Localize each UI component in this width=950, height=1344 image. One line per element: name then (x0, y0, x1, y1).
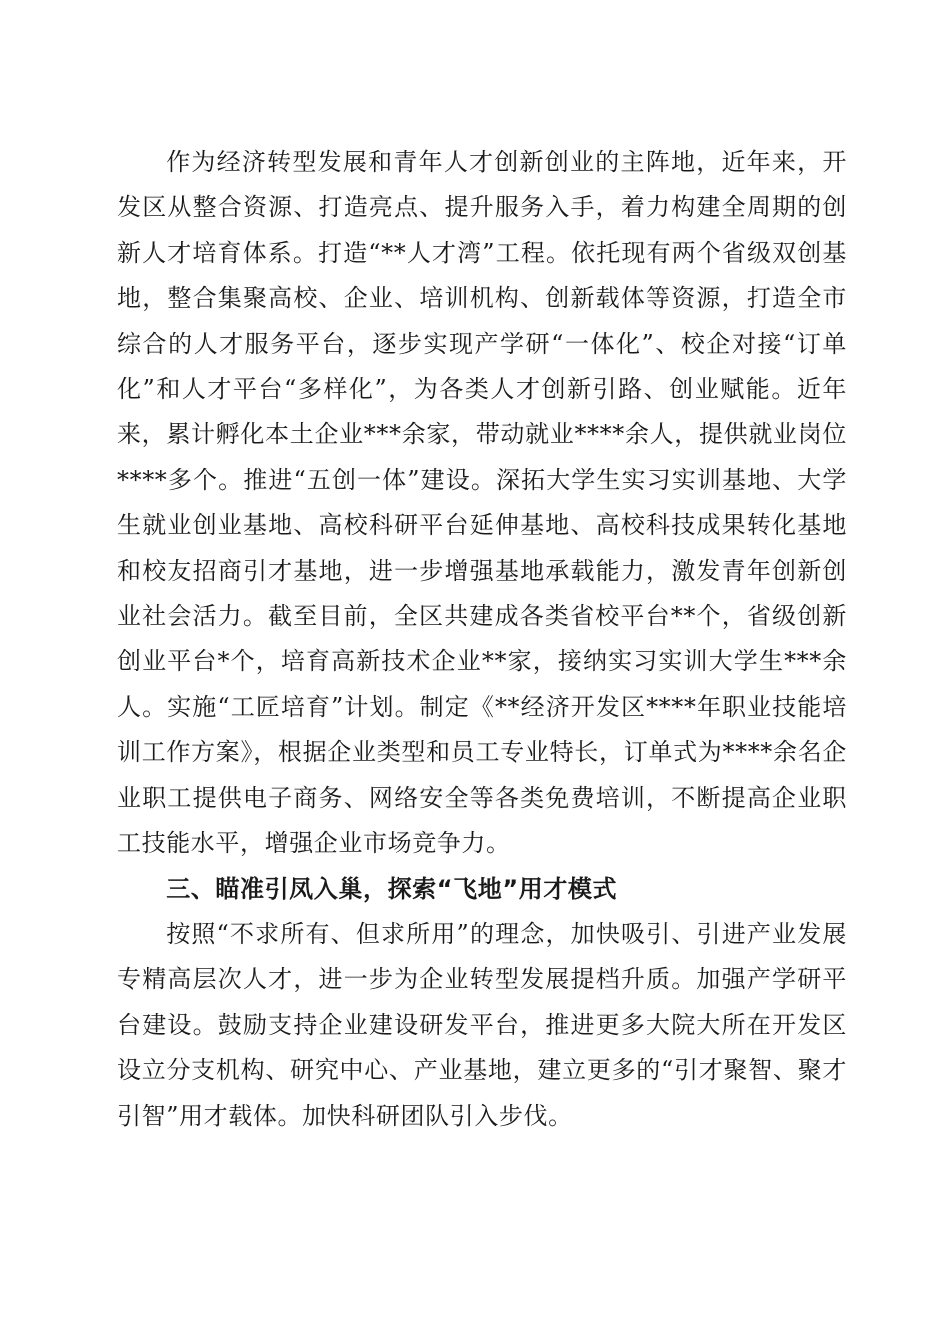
body-paragraph-talent-cultivation: 作为经济转型发展和青年人才创新创业的主阵地，近年来，开发区从整合资源、打造亮点、提升服务入手，着力构建全周期的创新人才培育体系。打造“**人才湾”工程。依托现有两个省级双创基地，整合集聚高校、企业、培训机构、创新载体等资源，打造全市综合的人才服务平台，逐步实现产学研“一体化”、校企对接“订单化”和人才平台“多样化”，为各类人才创新引路、创业赋能。近年来，累计孵化本土企业***余家，带动就业****余人，提供就业岗位****多个。推进“五创一体”建设。深拓大学生实习实训基地、大学生就业创业基地、高校科研平台延伸基地、高校科技成果转化基地和校友招商引才基地，进一步增强基地承载能力，激发青年创新创业社会活力。截至目前，全区共建成各类省校平台**个，省级创新创业平台*个，培育高新技术企业**家，接纳实习实训大学生***余人。实施“工匠培育”计划。制定《**经济开发区****年职业技能培训工作方案》，根据企业类型和员工专业特长，订单式为****余名企业职工提供电子商务、网络安全等各类免费培训，不断提高企业职工技能水平，增强企业市场竞争力。 (117, 148, 847, 858)
document-body (117, 140, 847, 1139)
body-paragraph-flying-land: 按照“不求所有、但求所用”的理念，加快吸引、引进产业发展专精高层次人才，进一步为企业转型发展提档升质。加强产学研平台建设。鼓励支持企业建设研发平台，推进更多大院大所在开发区设立分支机构、研究中心、产业基地，建立更多的“引才聚智、聚才引智”用才载体。加快科研团队引入步伐。 (117, 919, 847, 1130)
section-heading-three: 三、瞄准引凤入巢，探索“飞地”用才模式 (166, 874, 618, 903)
